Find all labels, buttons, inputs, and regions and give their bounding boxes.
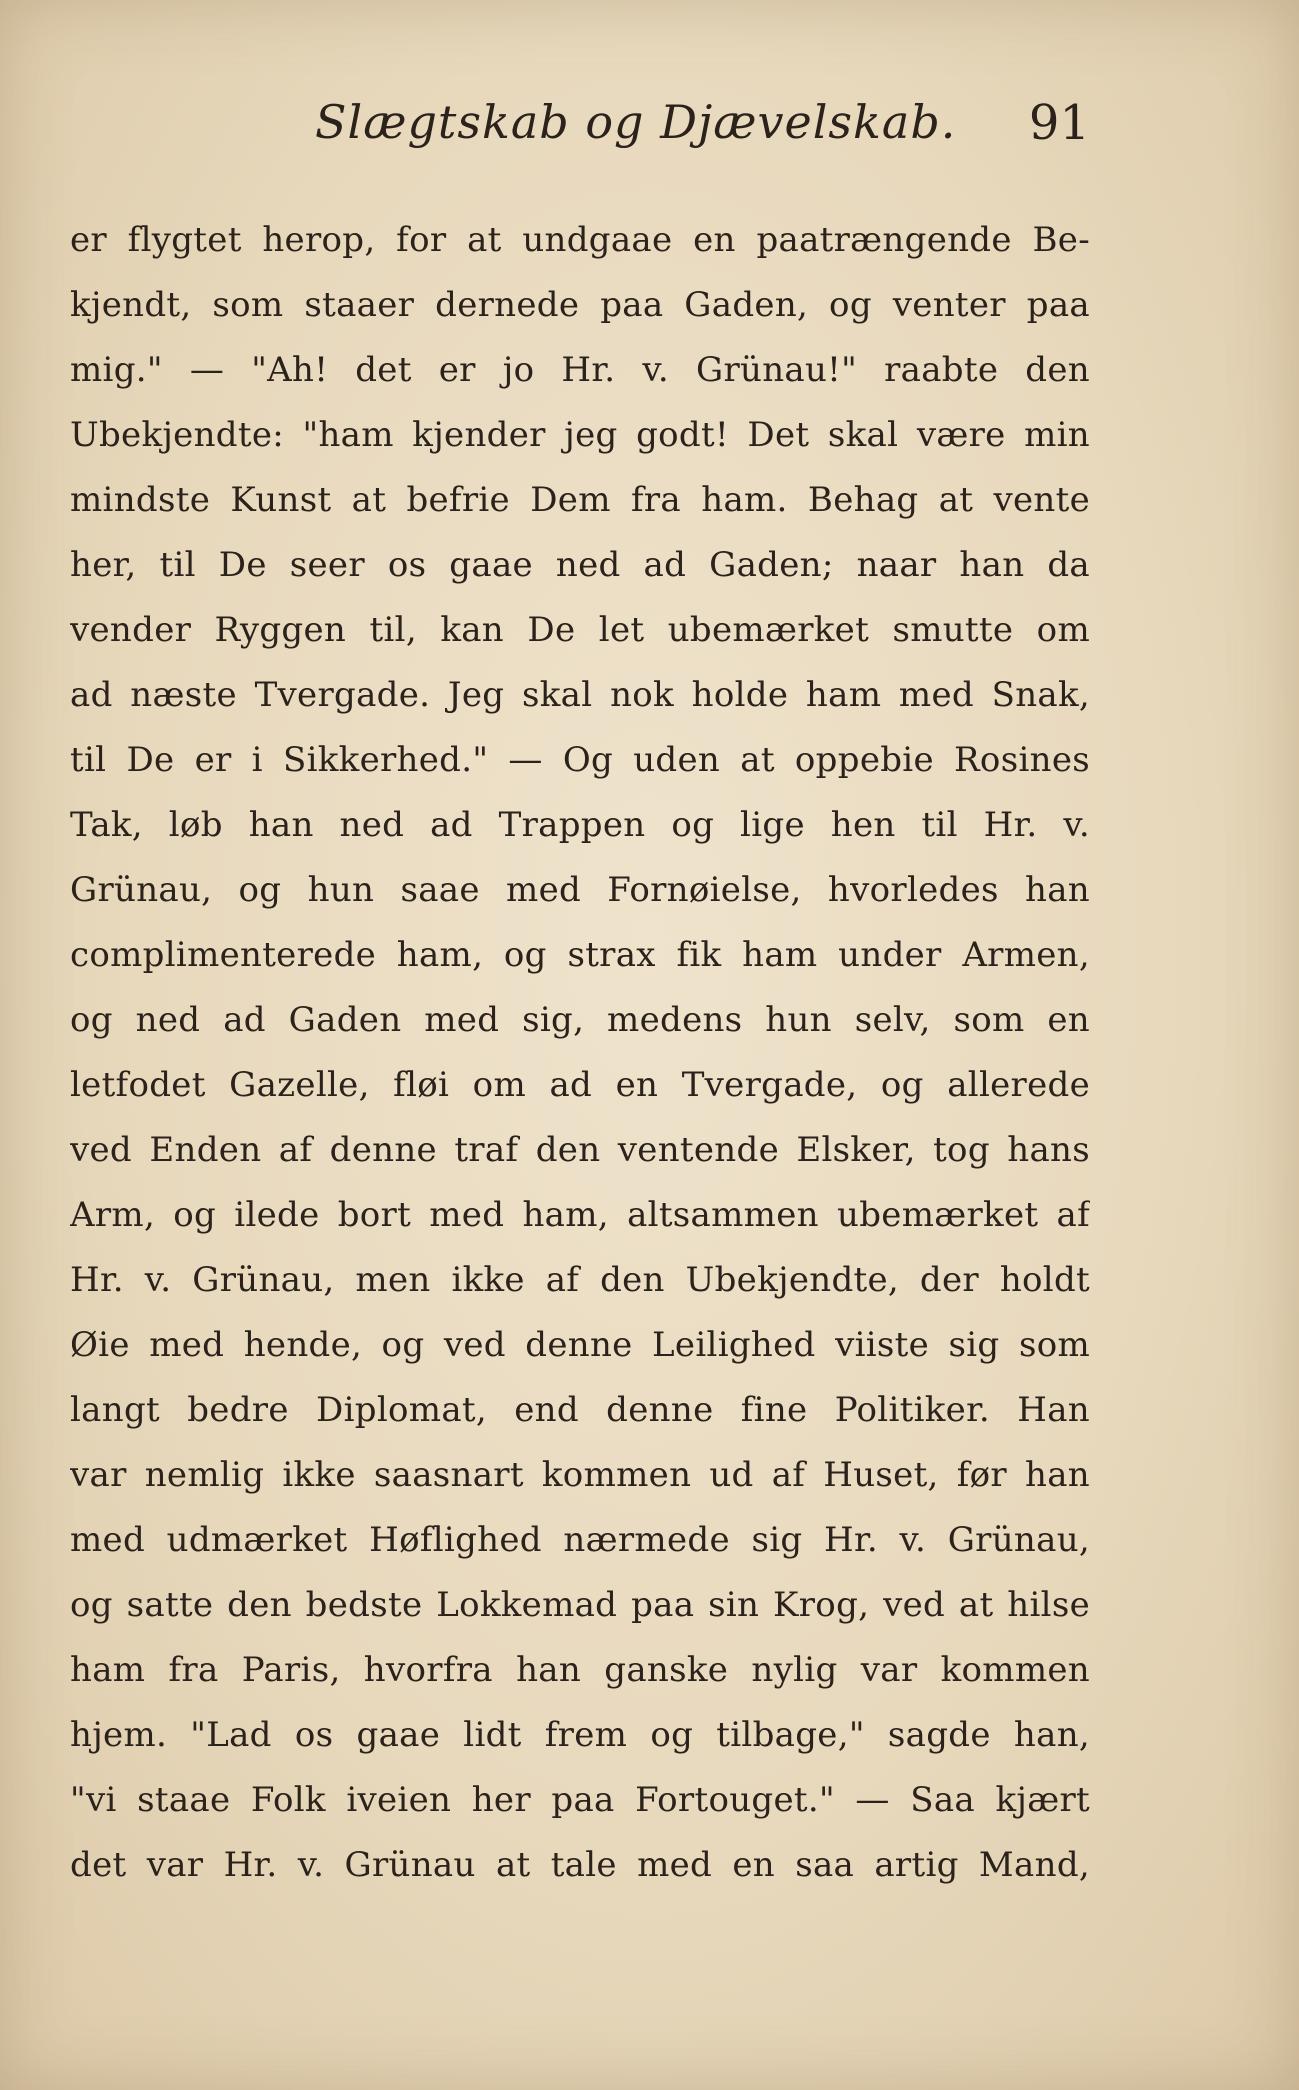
text-line: og ned ad Gaden med sig, medens hun selv, som en — [70, 1000, 1090, 1040]
text-line: Arm, og ilede bort med ham, altsammen ubemærket af — [70, 1195, 1090, 1235]
text-line: ved Enden af denne traf den ventende Elsker, tog hans — [70, 1130, 1090, 1170]
text-line: letfodet Gazelle, fløi om ad en Tvergade, og allerede — [70, 1065, 1090, 1105]
text-line: complimenterede ham, og strax fik ham under Armen, — [70, 935, 1090, 975]
text-line: mig." — "Ah! det er jo Hr. v. Grünau!" raabte den — [70, 350, 1090, 390]
text-line: Ubekjendte: "ham kjender jeg godt! Det skal være min — [70, 415, 1090, 455]
running-head — [70, 95, 1090, 165]
text-line: hjem. "Lad os gaae lidt frem og tilbage," sagde han, — [70, 1715, 1090, 1755]
text-line: Hr. v. Grünau, men ikke af den Ubekjendte, der holdt — [70, 1260, 1090, 1300]
text-line: Grünau, og hun saae med Fornøielse, hvorledes han — [70, 870, 1090, 910]
body-text — [70, 208, 1090, 1898]
text-line: kjendt, som staaer dernede paa Gaden, og venter paa — [70, 285, 1090, 325]
running-title: Slægtskab og Djævelskab. — [315, 95, 957, 149]
text-line: ham fra Paris, hvorfra han ganske nylig var kommen — [70, 1650, 1090, 1690]
text-line: langt bedre Diplomat, end denne fine Politiker. Han — [70, 1390, 1090, 1430]
text-line: Tak, løb han ned ad Trappen og lige hen til Hr. v. — [70, 805, 1090, 845]
text-line: her, til De seer os gaae ned ad Gaden; naar han da — [70, 545, 1090, 585]
text-line: og satte den bedste Lokkemad paa sin Krog, ved at hilse — [70, 1585, 1090, 1625]
text-line: ad næste Tvergade. Jeg skal nok holde ham med Snak, — [70, 675, 1090, 715]
page-number: 91 — [1028, 95, 1090, 151]
text-line: "vi staae Folk iveien her paa Fortouget." — Saa kjært — [70, 1780, 1090, 1820]
text-line: med udmærket Høflighed nærmede sig Hr. v. Grünau, — [70, 1520, 1090, 1560]
text-line: Øie med hende, og ved denne Leilighed viiste sig som — [70, 1325, 1090, 1365]
text-line: til De er i Sikkerhed." — Og uden at oppebie Rosines — [70, 740, 1090, 780]
text-line: er flygtet herop, for at undgaae en paatrængende Be- — [70, 220, 1090, 260]
text-line: vender Ryggen til, kan De let ubemærket smutte om — [70, 610, 1090, 650]
text-line: det var Hr. v. Grünau at tale med en saa artig Mand, — [70, 1845, 1090, 1885]
text-line: var nemlig ikke saasnart kommen ud af Huset, før han — [70, 1455, 1090, 1495]
text-line: mindste Kunst at befrie Dem fra ham. Behag at vente — [70, 480, 1090, 520]
